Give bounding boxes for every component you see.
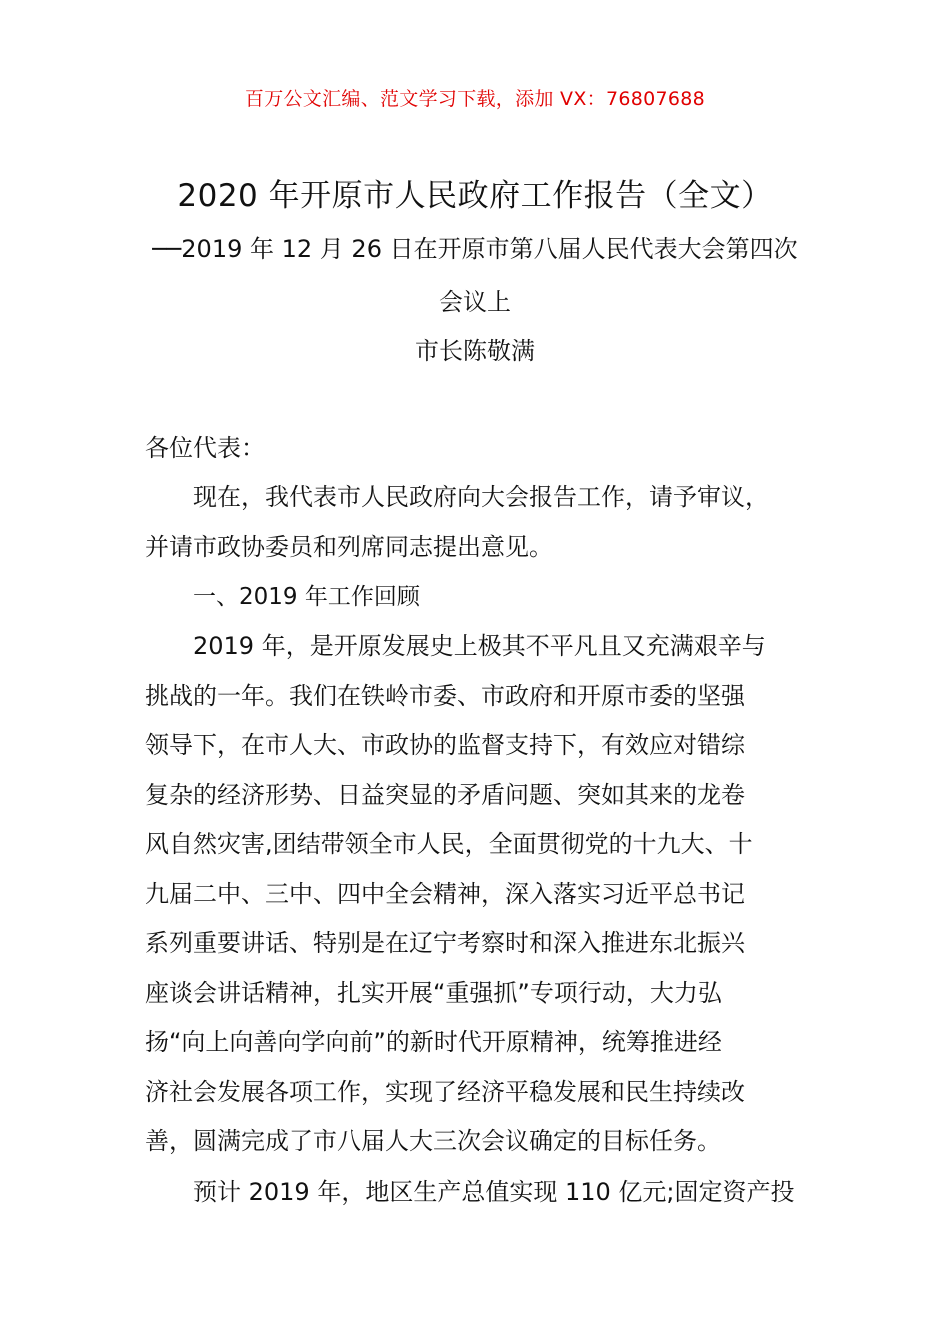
paragraph-line: 复杂的经济形势、日益突显的矛盾问题、突如其来的龙卷 — [145, 780, 745, 809]
paragraph-line: 扬“向上向善向学向前”的新时代开原精神，统筹推进经 — [145, 1028, 722, 1056]
paragraph-line: 2019 年，是开原发展史上极其不平凡且又充满艰辛与 — [193, 632, 766, 660]
paragraph-line: 现在，我代表市人民政府向大会报告工作，请予审议， — [193, 483, 769, 511]
section-heading: 一、2019 年工作回顾 — [193, 584, 420, 610]
paragraph-line: 挑战的一年。我们在铁岭市委、市政府和开原市委的坚强 — [145, 681, 745, 710]
paragraph-review — [145, 622, 810, 1167]
paragraph-line: 善，圆满完成了市八届人大三次会议确定的目标任务。 — [145, 1127, 721, 1155]
paragraph-line: 并请市政协委员和列席同志提出意见。 — [145, 532, 553, 561]
subtitle-line-1: ──2019 年 12 月 26 日在开原市第八届人民代表大会第四次 — [152, 235, 798, 263]
greeting: 各位代表： — [145, 434, 265, 462]
paragraph-forecast: 预计 2019 年，地区生产总值实现 110 亿元;固定资产投 — [193, 1178, 795, 1206]
paragraph-intro — [145, 473, 810, 572]
subtitle-line-2: 会议上 — [439, 288, 511, 316]
paragraph-line: 领导下，在市人大、市政协的监督支持下，有效应对错综 — [145, 731, 745, 759]
paragraph-line: 九届二中、三中、四中全会精神，深入落实习近平总书记 — [145, 879, 745, 908]
paragraph-line: 系列重要讲话、特别是在辽宁考察时和深入推进东北振兴 — [145, 929, 745, 957]
promo-banner: 百万公文汇编、范文学习下载，添加 VX：76807688 — [244, 88, 706, 110]
paragraph-line: 座谈会讲话精神，扎实开展“重强抓”专项行动，大力弘 — [145, 978, 722, 1007]
document-title: 2020 年开原市人民政府工作报告（全文） — [177, 178, 773, 214]
paragraph-line: 济社会发展各项工作，实现了经济平稳发展和民生持续改 — [145, 1077, 745, 1106]
paragraph-line: 风自然灾害,团结带领全市人民，全面贯彻党的十九大、十 — [145, 830, 753, 858]
speaker-line: 市长陈敬满 — [415, 337, 535, 365]
